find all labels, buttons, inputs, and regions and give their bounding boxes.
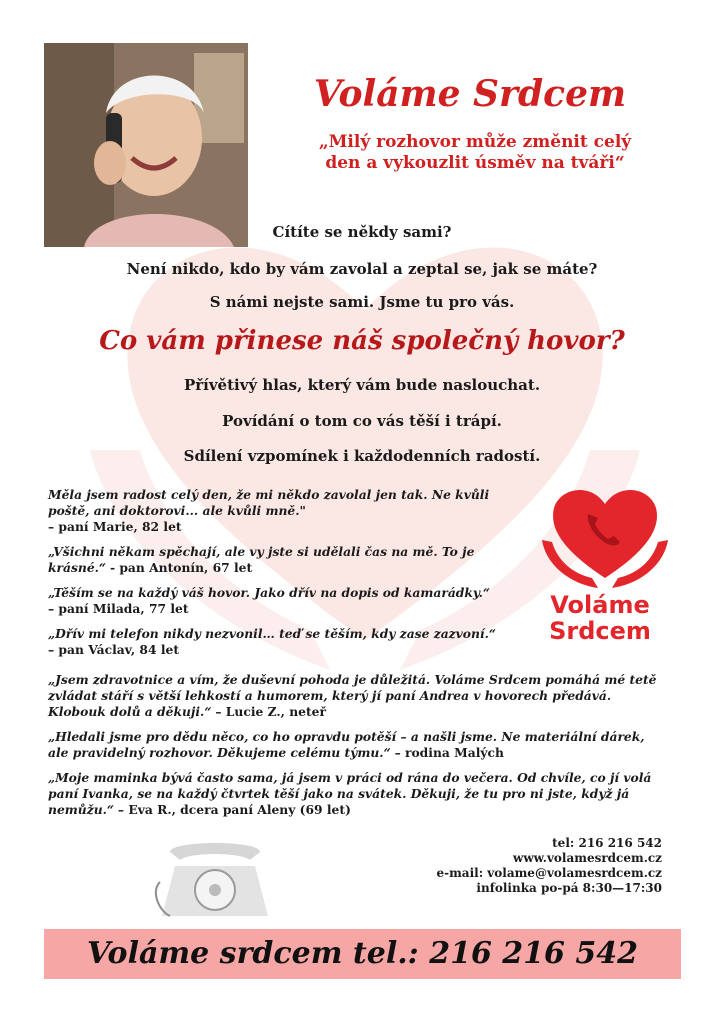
- testimonial-item: [48, 585, 518, 617]
- testimonial-author: – paní Milada, 77 let: [48, 601, 189, 616]
- testimonial-quote: „Všichni někam spěchají, ale vy jste si udělali čas na mě. To je krásné.“: [48, 544, 475, 575]
- contact-hours: infolinka po-pá 8:30—17:30: [476, 881, 662, 895]
- page-title: Voláme Srdcem: [313, 73, 627, 115]
- contact-phone: tel: 216 216 542: [552, 836, 662, 850]
- testimonial-author: – Lucie Z., neteř: [215, 704, 326, 719]
- benefit-item-3: Sdílení vzpomínek i každodenních radostí.: [183, 447, 541, 465]
- contact-info: [380, 836, 662, 896]
- testimonial-author: – rodina Malých: [394, 745, 504, 760]
- rotary-telephone-illustration: [150, 832, 280, 920]
- testimonial-item: [48, 770, 668, 818]
- tagline: [260, 132, 690, 174]
- elderly-woman-phone-photo: [44, 43, 248, 247]
- intro-question-2: Není nikdo, kdo by vám zavolal a zeptal se, jak se máte?: [126, 260, 598, 278]
- footer-banner: [44, 929, 681, 979]
- testimonial-author: – Eva R., dcera paní Aleny (69 let): [117, 802, 351, 817]
- testimonial-quote: Měla jsem radost celý den, že mi někdo zavolal jen tak. Ne kvůli poště, ani doktorovi... ale kvůli mně.": [48, 487, 490, 518]
- testimonial-author: – paní Marie, 82 let: [48, 519, 182, 534]
- testimonial-quote: „Moje maminka bývá často sama, já jsem v práci od rána do večera. Od chvíle, co jí volá paní Ivanka, se na každý čtvrtek těší jako na svátek. Děkuji, že tu pro ni jste, když já nemůžu.“: [48, 770, 652, 817]
- testimonial-author: – pan Václav, 84 let: [48, 642, 179, 657]
- testimonial-author: - pan Antonín, 67 let: [109, 560, 253, 575]
- testimonial-item: [48, 487, 518, 535]
- footer-text: Voláme srdcem tel.: 216 216 542: [87, 936, 638, 971]
- heart-phone-hands-logo-icon: [540, 480, 670, 590]
- testimonial-quote: „Těším se na každý váš hovor. Jako dřív na dopis od kamarádky.“: [48, 585, 490, 600]
- testimonial-item: [48, 626, 518, 658]
- testimonial-quote: „Dřív mi telefon nikdy nezvonil… teď se těším, kdy zase zazvoní.“: [48, 626, 496, 641]
- contact-email-link[interactable]: e-mail: volame@volamesrdcem.cz: [436, 866, 662, 880]
- tagline-line-2: den a vykouzlit úsměv na tváři“: [325, 153, 625, 173]
- tagline-line-1: „Milý rozhovor může změnit celý: [318, 132, 632, 152]
- testimonial-quote: „Jsem zdravotnice a vím, že duševní pohoda je důležitá. Voláme Srdcem pomáhá mé tetě zvládat stáří s větší lehkostí a humorem, který jí paní Andrea v hovorech předává. Klobouk dolů a děkuji.“: [48, 672, 657, 719]
- intro-question-1: Cítíte se někdy sami?: [272, 223, 452, 241]
- logo-line-1: Voláme: [550, 591, 650, 619]
- benefit-item-1: Přívětivý hlas, který vám bude naslouchat.: [183, 376, 541, 394]
- testimonial-item: [48, 729, 668, 761]
- testimonial-item: [48, 544, 518, 576]
- logo-wordmark: [530, 592, 670, 644]
- testimonial-quote: „Hledali jsme pro dědu něco, co ho opravdu potěší – a našli jsme. Ne materiální dárek, ale pravidelný rozhovor. Děkujeme celému týmu.“: [48, 729, 645, 760]
- contact-website-link[interactable]: www.volamesrdcem.cz: [512, 851, 662, 865]
- benefits-heading: Co vám přinese náš společný hovor?: [99, 326, 625, 356]
- logo-line-2: Srdcem: [549, 617, 651, 645]
- benefit-item-2: Povídání o tom co vás těší i trápí.: [222, 412, 502, 430]
- testimonial-item: [48, 672, 668, 720]
- intro-statement: S námi nejste sami. Jsme tu pro vás.: [209, 293, 515, 311]
